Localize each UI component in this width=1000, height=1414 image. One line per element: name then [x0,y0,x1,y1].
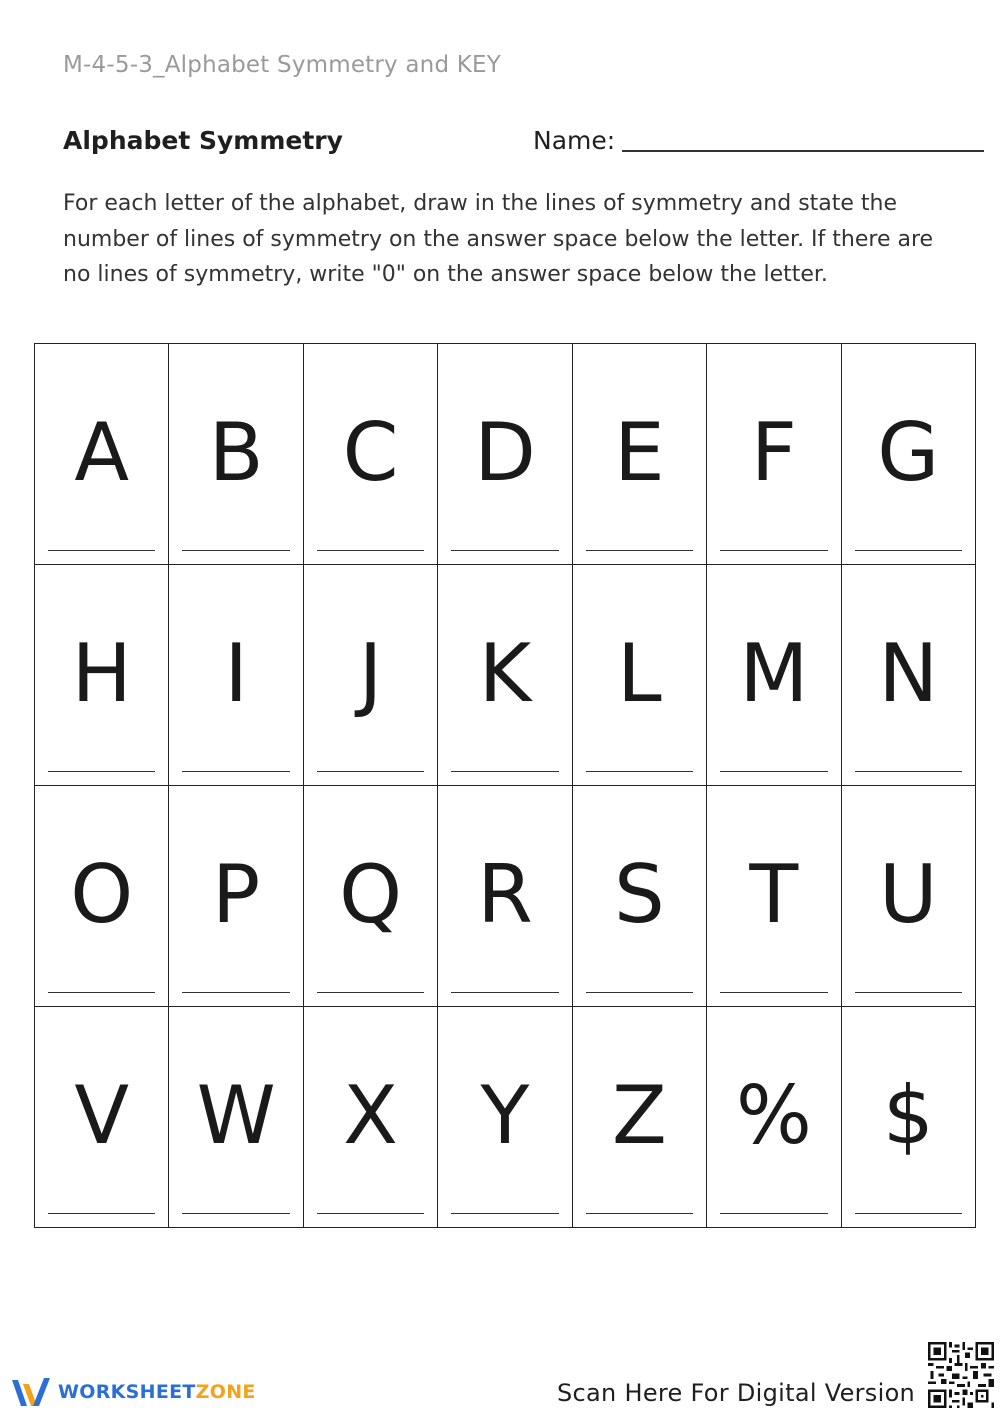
letter-glyph: J [358,627,383,720]
letter-glyph: M [739,627,809,720]
letter-cell [169,565,303,786]
letter-cell [842,565,976,786]
answer-line[interactable] [586,550,693,551]
logo-word-worksheet: WORKSHEET [58,1381,196,1403]
letter-cell [169,786,303,1007]
answer-line[interactable] [48,1213,155,1214]
name-answer-line[interactable] [622,150,984,152]
letter-glyph: L [617,627,662,720]
letter-cell [707,565,841,786]
answer-line[interactable] [451,992,558,993]
answer-line[interactable] [720,550,827,551]
letter-glyph: $ [882,1069,934,1162]
letter-glyph: T [749,848,799,941]
letter-cell [304,344,438,565]
answer-line[interactable] [182,1213,289,1214]
answer-line[interactable] [451,771,558,772]
answer-line[interactable] [451,550,558,551]
letter-cell [573,565,707,786]
answer-line[interactable] [855,1213,962,1214]
letter-glyph: A [74,406,130,499]
letter-cell [573,344,707,565]
scan-text: Scan Here For Digital Version [557,1379,916,1407]
answer-line[interactable] [855,992,962,993]
answer-line[interactable] [720,1213,827,1214]
letter-glyph: I [224,627,248,720]
letter-glyph: % [735,1069,812,1162]
answer-line[interactable] [586,992,693,993]
worksheetzone-logo [10,1374,256,1410]
letter-glyph: Z [612,1069,667,1162]
letter-cell [438,565,572,786]
letter-glyph: S [614,848,665,941]
letter-cell [35,786,169,1007]
logo-word-zone: ZONE [195,1381,256,1403]
letter-cell [35,344,169,565]
letter-glyph: K [478,627,532,720]
answer-line[interactable] [317,992,424,993]
letter-glyph: U [879,848,938,941]
letter-glyph: W [196,1069,276,1162]
letter-cell [438,1007,572,1228]
letter-cell [707,1007,841,1228]
letter-cell [842,786,976,1007]
answer-line[interactable] [451,1213,558,1214]
document-code: M-4-5-3_Alphabet Symmetry and KEY [63,52,502,78]
answer-line[interactable] [182,771,289,772]
worksheet-title: Alphabet Symmetry [63,126,343,155]
instructions-text: For each letter of the alphabet, draw in the lines of symmetry and state the number of lines of symmetry on the answer space below the letter. If there are no lines of symmetry, write "0" on the answer space below the letter. [63,191,934,287]
answer-line[interactable] [182,550,289,551]
letter-cell [438,786,572,1007]
letter-glyph: O [70,848,134,941]
letter-cell [169,344,303,565]
letter-cell [707,786,841,1007]
worksheetzone-logo-icon [10,1374,52,1410]
answer-line[interactable] [586,771,693,772]
answer-line[interactable] [48,992,155,993]
letter-cell [842,1007,976,1228]
letter-glyph: Q [339,848,403,941]
letter-glyph: N [878,627,939,720]
letter-cell [304,1007,438,1228]
answer-line[interactable] [586,1213,693,1214]
letter-glyph: C [342,406,399,499]
letter-glyph: Y [480,1069,530,1162]
letter-glyph: F [750,406,797,499]
letter-cell [707,344,841,565]
letter-cell [438,344,572,565]
letter-cell [304,786,438,1007]
answer-line[interactable] [182,992,289,993]
letter-glyph: E [614,406,665,499]
letter-glyph: B [208,406,264,499]
name-label: Name: [533,126,616,155]
logo-text [58,1381,256,1403]
answer-line[interactable] [720,771,827,772]
qr-code-icon[interactable] [928,1342,994,1408]
answer-line[interactable] [720,992,827,993]
letter-glyph: R [477,848,533,941]
letter-glyph: H [71,627,132,720]
letter-cell [573,1007,707,1228]
letter-glyph: D [474,406,536,499]
letter-grid [34,343,976,1228]
letter-cell [35,1007,169,1228]
answer-line[interactable] [855,550,962,551]
letter-glyph: V [74,1069,130,1162]
answer-line[interactable] [48,771,155,772]
letter-cell [842,344,976,565]
letter-cell [573,786,707,1007]
answer-line[interactable] [317,1213,424,1214]
answer-line[interactable] [855,771,962,772]
letter-glyph: G [877,406,940,499]
letter-glyph: P [212,848,261,941]
answer-line[interactable] [317,550,424,551]
answer-line[interactable] [317,771,424,772]
letter-glyph: X [343,1069,398,1162]
answer-line[interactable] [48,550,155,551]
letter-cell [304,565,438,786]
letter-cell [169,1007,303,1228]
letter-cell [35,565,169,786]
